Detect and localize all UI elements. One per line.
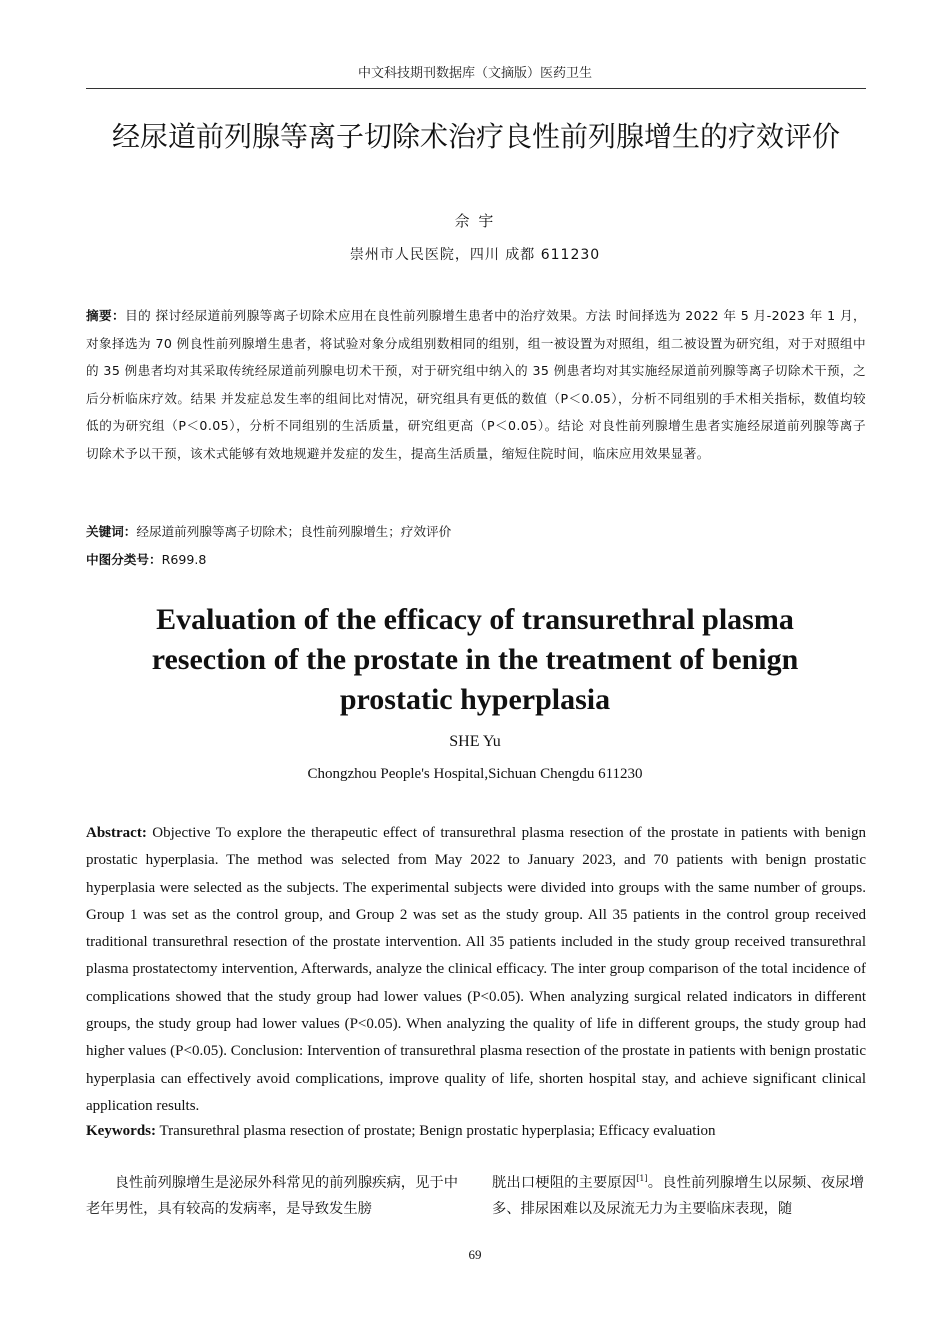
classification-number xyxy=(86,548,866,572)
chinese-title: 经尿道前列腺等离子切除术治疗良性前列腺增生的疗效评价 xyxy=(111,120,840,153)
chinese-abstract xyxy=(86,302,866,467)
chinese-keywords-text: 经尿道前列腺等离子切除术；良性前列腺增生；疗效评价 xyxy=(136,524,452,539)
body-left-text: 良性前列腺增生是泌尿外科常见的前列腺疾病，见于中老年男性，具有较高的发病率，是导致发生膀 xyxy=(86,1175,458,1217)
body-right-text-a: 胱出口梗阻的主要原因 xyxy=(492,1175,637,1191)
classification-value: R699.8 xyxy=(161,552,207,567)
english-abstract-label: Abstract: xyxy=(86,825,147,841)
body-column-left xyxy=(86,1170,458,1222)
english-affiliation: Chongzhou People's Hospital,Sichuan Chengdu 611230 xyxy=(307,766,643,782)
citation-ref[interactable]: [1] xyxy=(636,1174,648,1184)
chinese-affiliation: 崇州市人民医院，四川 成都 611230 xyxy=(349,247,601,263)
chinese-author: 佘 宇 xyxy=(454,212,496,230)
english-abstract xyxy=(86,820,866,1120)
english-title: Evaluation of the efficacy of transurethral plasma resection of the prostate in the treatment of benign prostatic hyperplasia xyxy=(151,603,799,716)
english-keywords-label: Keywords: xyxy=(86,1123,156,1139)
body-right-text-b: 。良性前列腺增生以尿频、夜尿增多、排尿困难以及尿流无力为主要临床表现，随 xyxy=(492,1175,865,1217)
page-number: 69 xyxy=(468,1247,482,1262)
body-column-right xyxy=(492,1170,864,1222)
journal-header: 中文科技期刊数据库（文摘版）医药卫生 xyxy=(357,66,592,81)
chinese-abstract-label: 摘要： xyxy=(86,308,126,323)
english-keywords xyxy=(86,1118,866,1144)
english-keywords-text: Transurethral plasma resection of prostate; Benign prostatic hyperplasia; Efficacy evaluation xyxy=(156,1123,716,1139)
chinese-keywords xyxy=(86,520,866,544)
english-author: SHE Yu xyxy=(449,733,501,750)
chinese-keywords-label: 关键词： xyxy=(86,524,137,539)
chinese-abstract-text: 目的 探讨经尿道前列腺等离子切除术应用在良性前列腺增生患者中的治疗效果。方法 时间择选为 2022 年 5 月-2023 年 1 月，对象择选为 70 例良性前列腺增生患者，将试验对象分成组别数相同的组别，组一被设置为对照组，组二被设置为研究组，对于对照组中的 35 例患者均对其采取传统经尿道前列腺电切术干预，对于研究组中纳入的 35 例患者均对其实施经尿道前列腺等离子切除术干预，之后分析临床疗效。结果 并发症总发生率的组间比对情况，研究组具有更低的数值（P＜0.05），分析不同组别的手术相关指标，数值均较低的为研究组（P＜0.05），分析不同组别的生活质量，研究组更高（P＜0.05）。结论 对良性前列腺增生患者实施经尿道前列腺等离子切除术予以干预，该术式能够有效地规避并发症的发生，提高生活质量，缩短住院时间，临床应用效果显著。 xyxy=(86,308,867,461)
header-divider xyxy=(86,88,866,89)
classification-label: 中图分类号： xyxy=(86,552,162,567)
english-abstract-text: Objective To explore the therapeutic effect of transurethral plasma resection of the prostate in patients with benign prostatic hyperplasia. The method was selected from May 2022 to January 2023, and 70 patients with benign prostatic hyperplasia were selected as the subjects. The experimental subjects were divided into groups with the same number of groups. Group 1 was set as the control group, and Group 2 was set as the study group. All 35 patients in the control group received traditional transurethral resection of the prostate intervention. All 35 patients included in the study group received transurethral plasma prostatectomy intervention, Afterwards, analyze the clinical efficacy. The inter group comparison of the total incidence of complications showed that the study group had lower values (P<0.05). When analyzing surgical related indicators in different groups, the study group had lower values (P<0.05). When analyzing the quality of life in different groups, the study group had higher values (P<0.05). Conclusion: Intervention of transurethral plasma resection of the prostate in patients with benign prostatic hyperplasia can effectively avoid complications, improve quality of life, shorten hospital stay, and achieve significant clinical application results. xyxy=(86,825,866,1114)
